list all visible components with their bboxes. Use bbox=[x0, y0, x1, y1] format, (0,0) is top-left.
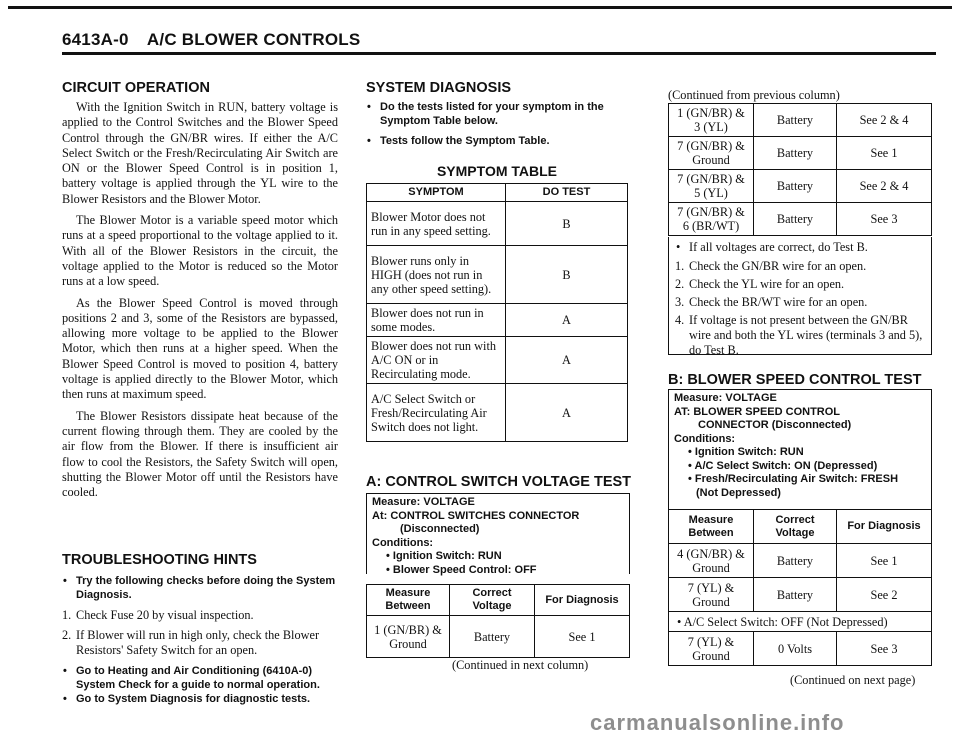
measure-between-header: Measure Between bbox=[367, 585, 450, 616]
test-a-notes-box bbox=[668, 237, 932, 355]
symptom-table-title: SYMPTOM TABLE bbox=[436, 163, 558, 179]
correct-voltage-header: Correct Voltage bbox=[450, 585, 535, 616]
continued-on-next-page: (Continued on next page) bbox=[790, 673, 916, 687]
measure-between-cell: 7 (GN/BR) & Ground bbox=[669, 137, 754, 170]
troubleshooting-steps bbox=[62, 608, 338, 658]
table-subheader-row bbox=[669, 612, 932, 632]
footer-watermark: carmanualsonline.info bbox=[590, 710, 845, 735]
continued-from-previous: (Continued from previous column) bbox=[668, 88, 840, 102]
test-b-measure-box bbox=[668, 389, 932, 510]
troubleshooting-section bbox=[62, 552, 338, 706]
for-diagnosis-cell: See 2 bbox=[837, 578, 932, 612]
measure-between-cell: 1 (GN/BR) & 3 (YL) bbox=[669, 104, 754, 137]
troubleshooting-step-1 bbox=[62, 608, 338, 623]
for-diagnosis-header: For Diagnosis bbox=[837, 510, 932, 544]
test-a-header-row bbox=[367, 585, 630, 616]
system-diagnosis-bullet-2: • Tests follow the Symptom Table. bbox=[366, 134, 638, 148]
symptom-cell: A/C Select Switch or Fresh/Recirculating Air Switch does not light. bbox=[367, 384, 506, 442]
system-diagnosis-section bbox=[366, 80, 638, 148]
system-diagnosis-bullets bbox=[366, 100, 638, 148]
test-b-condition-1: • Ignition Switch: RUN bbox=[688, 446, 804, 458]
step-text: Check the BR/WT wire for an open. bbox=[689, 295, 868, 309]
troubleshooting-bullet-3: • Go to System Diagnosis for diagnostic tests. bbox=[62, 692, 338, 706]
symptom-cell: Blower does not run with A/C ON or in Recirculating mode. bbox=[367, 337, 506, 384]
test-b-table bbox=[668, 509, 932, 666]
test-a-table bbox=[366, 584, 630, 658]
measure-between-cell: 7 (GN/BR) & 6 (BR/WT) bbox=[669, 203, 754, 236]
for-diagnosis-cell: See 1 bbox=[837, 137, 932, 170]
test-a-note-bullet: • If all voltages are correct, do Test B. bbox=[675, 240, 925, 255]
test-a-notes-steps bbox=[675, 259, 925, 358]
test-b-measure: Measure: VOLTAGE bbox=[674, 392, 777, 404]
for-diagnosis-cell: See 2 & 4 bbox=[837, 170, 932, 203]
correct-voltage-cell: Battery bbox=[754, 137, 837, 170]
step-number: 3. bbox=[675, 295, 685, 309]
table-row bbox=[367, 246, 628, 304]
test-b-heading: B: BLOWER SPEED CONTROL TEST bbox=[668, 372, 922, 388]
test-a-notes-bullets bbox=[675, 240, 925, 255]
test-b-subheader: • A/C Select Switch: OFF (Not Depressed) bbox=[669, 612, 932, 632]
troubleshooting-bullet-1: • Try the following checks before doing the System Diagnosis. bbox=[62, 574, 338, 602]
step-text: Check the GN/BR wire for an open. bbox=[689, 259, 867, 273]
test-cell: A bbox=[506, 337, 628, 384]
troubleshooting-heading: TROUBLESHOOTING HINTS bbox=[62, 552, 257, 568]
table-row bbox=[669, 137, 932, 170]
step-text: Check the YL wire for an open. bbox=[689, 277, 845, 291]
measure-between-cell: 7 (YL) & Ground bbox=[669, 632, 754, 666]
symptom-cell: Blower Motor does not run in any speed setting. bbox=[367, 202, 506, 246]
test-b-condition-3-detail: (Not Depressed) bbox=[696, 486, 781, 499]
test-a-heading: A: CONTROL SWITCH VOLTAGE TEST bbox=[366, 474, 632, 490]
test-cell: A bbox=[506, 384, 628, 442]
step-number: 4. bbox=[675, 313, 685, 327]
correct-voltage-cell: 0 Volts bbox=[754, 632, 837, 666]
test-a-measure: Measure: VOLTAGE bbox=[372, 496, 475, 508]
test-a-condition-2: • Blower Speed Control: OFF bbox=[386, 563, 537, 576]
step-text: If voltage is not present between the GN/BR wire and both the YL wires (terminals 3 and 5), do Test B. bbox=[689, 313, 923, 357]
table-row bbox=[367, 384, 628, 442]
table-row bbox=[669, 632, 932, 666]
table-row bbox=[367, 616, 630, 658]
table-row bbox=[669, 578, 932, 612]
continued-in-next-column: (Continued in next column) bbox=[452, 658, 589, 672]
page-title: A/C BLOWER CONTROLS bbox=[146, 30, 361, 49]
troubleshooting-bullet-2: • Go to Heating and Air Conditioning (6410A-0) System Check for a guide to normal operation. bbox=[62, 664, 338, 692]
for-diagnosis-cell: See 3 bbox=[837, 632, 932, 666]
test-a-note-step-4 bbox=[675, 313, 925, 358]
test-a-at: At: CONTROL SWITCHES CONNECTOR bbox=[372, 509, 580, 522]
table-row bbox=[669, 544, 932, 578]
measure-between-cell: 4 (GN/BR) & Ground bbox=[669, 544, 754, 578]
measure-between-cell: 7 (GN/BR) & 5 (YL) bbox=[669, 170, 754, 203]
test-a-measure-box bbox=[366, 493, 630, 574]
circuit-paragraph-2: The Blower Motor is a variable speed motor which runs at a speed proportional to the voltage applied to it. With all of the Blower Resistors in the circuit, the voltage applied to the Motor is reduced so the Motor runs at a low speed. bbox=[62, 213, 338, 289]
correct-voltage-cell: Battery bbox=[754, 578, 837, 612]
circuit-operation-heading: CIRCUIT OPERATION bbox=[62, 80, 210, 96]
troubleshooting-bullets-top bbox=[62, 574, 338, 602]
circuit-paragraph-1: With the Ignition Switch in RUN, battery voltage is applied to the Control Switches and the Blower Speed Control through the GN/BR wires. If either the A/C Select Switch or the Fresh/Recirculating Air Switch are ON or the Blower Speed Control is in position 1, battery voltage is applied through the YL wire to the Blower Resistors and the Blower Motor. bbox=[62, 100, 338, 206]
step-number: 1. bbox=[675, 259, 685, 273]
do-test-column-header: DO TEST bbox=[506, 184, 628, 202]
table-row bbox=[669, 104, 932, 137]
correct-voltage-cell: Battery bbox=[754, 203, 837, 236]
step-text: If Blower will run in high only, check the Blower Resistors' Safety Switch for an open. bbox=[76, 628, 320, 657]
correct-voltage-cell: Battery bbox=[754, 170, 837, 203]
top-border-line bbox=[8, 6, 952, 9]
measure-between-header: Measure Between bbox=[669, 510, 754, 544]
test-b-condition-2: • A/C Select Switch: ON (Depressed) bbox=[688, 459, 878, 472]
correct-voltage-cell: Battery bbox=[754, 544, 837, 578]
measure-between-cell: 1 (GN/BR) & Ground bbox=[367, 616, 450, 658]
for-diagnosis-cell: See 3 bbox=[837, 203, 932, 236]
table-row bbox=[367, 202, 628, 246]
circuit-paragraph-3: As the Blower Speed Control is moved through positions 2 and 3, some of the Resistors are bypassed, allowing more voltage to be applied to the Blower Motor, which then runs at a higher speed. When the Blower Speed Control is moved to position 4, battery voltage is applied directly to the Blower Motor, which then runs at maximum speed. bbox=[62, 295, 338, 402]
step-number: 2. bbox=[675, 277, 685, 291]
step-number: 1. bbox=[62, 608, 72, 622]
correct-voltage-header: Correct Voltage bbox=[754, 510, 837, 544]
page-number: 6413A-0 bbox=[62, 30, 129, 49]
symptom-column-header: SYMPTOM bbox=[367, 184, 506, 202]
system-diagnosis-bullet-1: • Do the tests listed for your symptom in the Symptom Table below. bbox=[366, 100, 638, 128]
symptom-cell: Blower runs only in HIGH (does not run in any other speed setting). bbox=[367, 246, 506, 304]
for-diagnosis-cell: See 1 bbox=[837, 544, 932, 578]
system-diagnosis-heading: SYSTEM DIAGNOSIS bbox=[366, 80, 512, 96]
table-row bbox=[367, 337, 628, 384]
test-a-at-state: (Disconnected) bbox=[400, 523, 480, 535]
test-b-header-row bbox=[669, 510, 932, 544]
for-diagnosis-cell: See 2 & 4 bbox=[837, 104, 932, 137]
symptom-cell: Blower does not run in some modes. bbox=[367, 304, 506, 337]
test-b-conditions-label: Conditions: bbox=[674, 432, 736, 445]
test-cell: B bbox=[506, 202, 628, 246]
table-row bbox=[367, 304, 628, 337]
test-b-at: AT: BLOWER SPEED CONTROL bbox=[674, 405, 841, 418]
test-a-condition-1: • Ignition Switch: RUN bbox=[386, 550, 502, 562]
step-text: Check Fuse 20 by visual inspection. bbox=[76, 608, 254, 622]
table-row bbox=[669, 203, 932, 236]
page-header bbox=[62, 30, 360, 50]
correct-voltage-cell: Battery bbox=[754, 104, 837, 137]
step-number: 2. bbox=[62, 628, 72, 642]
circuit-operation-section bbox=[62, 80, 338, 500]
test-a-continued-table bbox=[668, 103, 932, 236]
table-row bbox=[669, 170, 932, 203]
circuit-paragraph-4: The Blower Resistors dissipate heat because of the current flowing through them. They are cooled by the air flow from the Blower. If there is insufficient air flow to cool the Resistors, the Safety Switch will open, shutting the Blower Motor off until the Resistors have cooled. bbox=[62, 408, 338, 500]
test-a-conditions-label: Conditions: bbox=[372, 536, 434, 549]
measure-between-cell: 7 (YL) & Ground bbox=[669, 578, 754, 612]
symptom-table bbox=[366, 183, 628, 442]
troubleshooting-step-2 bbox=[62, 628, 338, 658]
for-diagnosis-cell: See 1 bbox=[535, 616, 630, 658]
test-cell: B bbox=[506, 246, 628, 304]
test-b-at-state: CONNECTOR (Disconnected) bbox=[698, 419, 852, 431]
troubleshooting-bullets-bottom bbox=[62, 664, 338, 706]
test-a-note-step-1 bbox=[675, 259, 925, 274]
test-a-note-step-2 bbox=[675, 277, 925, 292]
test-a-note-step-3 bbox=[675, 295, 925, 310]
header-rule bbox=[62, 52, 936, 55]
for-diagnosis-header: For Diagnosis bbox=[535, 585, 630, 616]
symptom-table-header-row bbox=[367, 184, 628, 202]
test-cell: A bbox=[506, 304, 628, 337]
correct-voltage-cell: Battery bbox=[450, 616, 535, 658]
test-b-condition-3: • Fresh/Recirculating Air Switch: FRESH bbox=[688, 473, 899, 485]
